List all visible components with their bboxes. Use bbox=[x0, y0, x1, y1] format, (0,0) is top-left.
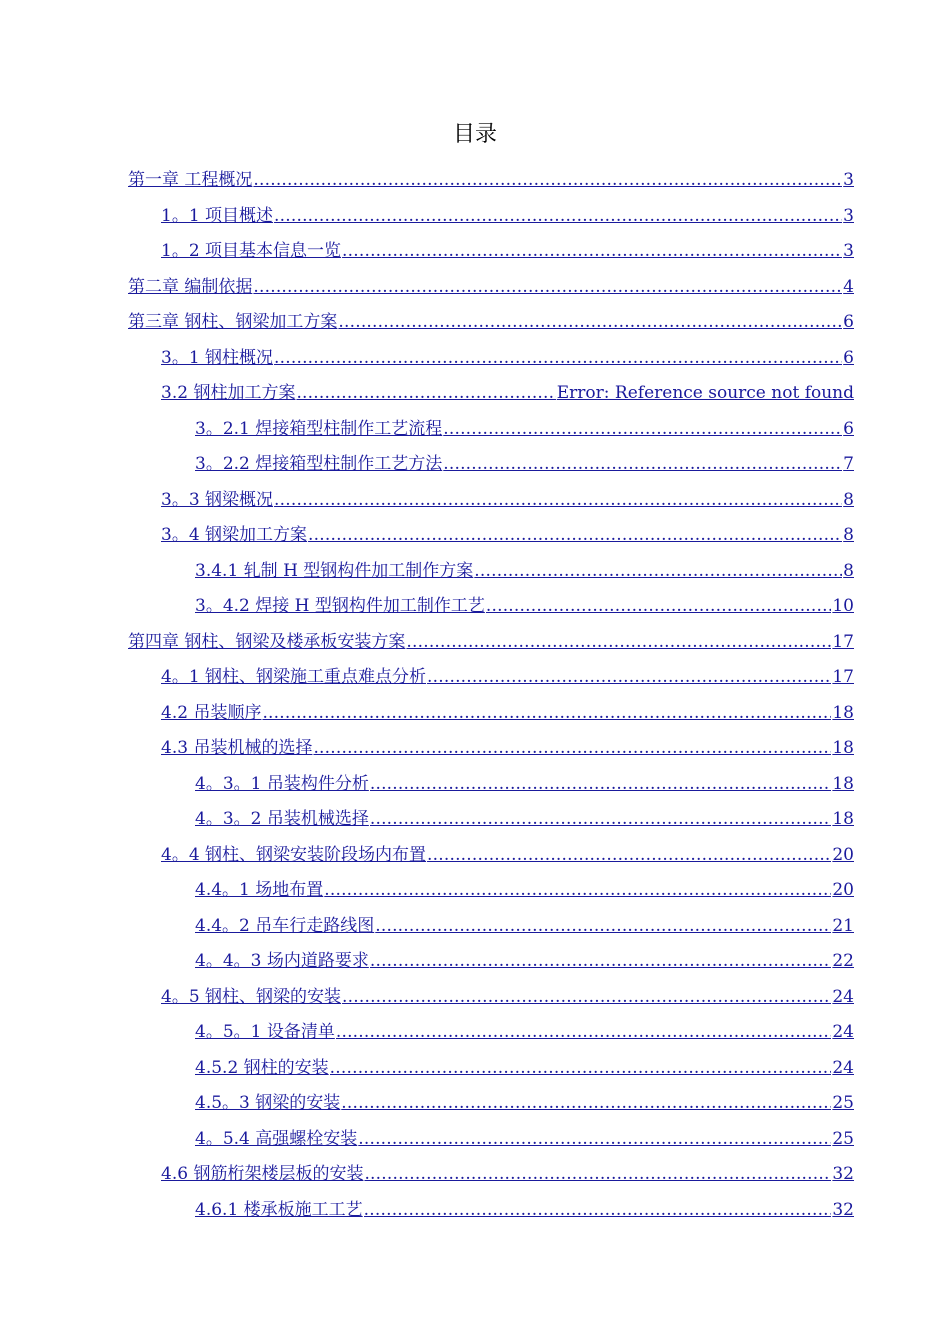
toc-entry[interactable] bbox=[128, 267, 854, 303]
toc-entry-label: 4.6.1 楼承板施工工艺 bbox=[195, 1199, 363, 1220]
toc-entry[interactable] bbox=[128, 373, 854, 409]
toc-title: 目录 bbox=[452, 122, 497, 147]
toc-entry-label: 3。2.1 焊接箱型柱制作工艺流程 bbox=[195, 418, 443, 439]
toc-entry[interactable] bbox=[128, 302, 854, 338]
toc-page-number: 8 bbox=[843, 560, 854, 581]
toc-entry[interactable] bbox=[128, 835, 854, 871]
toc-page-number: 18 bbox=[832, 702, 854, 723]
toc-entry[interactable] bbox=[128, 1048, 854, 1084]
toc-entry[interactable] bbox=[128, 941, 854, 977]
dot-leader bbox=[338, 312, 842, 332]
toc-entry[interactable] bbox=[128, 693, 854, 729]
toc-entry-label: 4。5 钢柱、钢梁的安装 bbox=[161, 986, 342, 1007]
toc-entry[interactable] bbox=[128, 1119, 854, 1155]
toc-entry-label: 4。1 钢柱、钢梁施工重点难点分析 bbox=[161, 667, 427, 688]
toc-entry[interactable] bbox=[128, 1083, 854, 1119]
toc-link[interactable] bbox=[195, 1053, 854, 1078]
toc-entry-label: 4.4。1 场地布置 bbox=[195, 880, 324, 901]
toc-entry-label: 3。4.2 焊接 H 型钢构件加工制作工艺 bbox=[195, 596, 485, 617]
toc-entry-label: 4.5。3 钢梁的安装 bbox=[195, 1093, 341, 1114]
toc-entry[interactable] bbox=[128, 977, 854, 1013]
toc-entry-label: 4.6 钢筋桁架楼层板的安装 bbox=[161, 1164, 364, 1185]
toc-entry-label: 4.5.2 钢柱的安装 bbox=[195, 1057, 329, 1078]
toc-entry-label: 4。5.4 高强螺栓安装 bbox=[195, 1128, 358, 1149]
toc-entry-label: 4。4 钢柱、钢梁安装阶段场内布置 bbox=[161, 844, 427, 865]
toc-link[interactable] bbox=[161, 698, 854, 723]
dot-leader bbox=[308, 525, 842, 545]
dot-leader bbox=[324, 880, 831, 900]
toc-page-number: 17 bbox=[832, 631, 854, 652]
toc-entry[interactable] bbox=[128, 728, 854, 764]
table-of-contents bbox=[128, 160, 854, 1225]
toc-entry-label: 4.2 吊装顺序 bbox=[161, 702, 262, 723]
toc-link[interactable] bbox=[161, 378, 854, 403]
toc-link[interactable] bbox=[195, 1195, 854, 1220]
toc-page-number: 18 bbox=[832, 809, 854, 830]
toc-entry-label: 4。4。3 场内道路要求 bbox=[195, 951, 369, 972]
dot-leader bbox=[274, 490, 842, 510]
toc-page-number: 3 bbox=[843, 205, 854, 226]
toc-page-number: 25 bbox=[832, 1093, 854, 1114]
toc-link[interactable] bbox=[128, 272, 854, 297]
toc-entry[interactable] bbox=[128, 657, 854, 693]
toc-link[interactable] bbox=[195, 1088, 854, 1113]
toc-entry-label: 4。3。1 吊装构件分析 bbox=[195, 773, 369, 794]
dot-leader bbox=[274, 206, 842, 226]
toc-entry-label: 4。5。1 设备清单 bbox=[195, 1022, 335, 1043]
dot-leader bbox=[443, 419, 842, 439]
dot-leader bbox=[427, 667, 831, 687]
toc-link[interactable] bbox=[195, 1124, 854, 1149]
toc-page-number: 3 bbox=[843, 241, 854, 262]
toc-link[interactable] bbox=[161, 201, 854, 226]
toc-link[interactable] bbox=[161, 485, 854, 510]
toc-page-number: 4 bbox=[843, 276, 854, 297]
toc-link[interactable] bbox=[195, 946, 854, 971]
toc-link[interactable] bbox=[195, 804, 854, 829]
toc-page-number: 8 bbox=[843, 489, 854, 510]
toc-entry-label: 1。2 项目基本信息一览 bbox=[161, 241, 342, 262]
dot-leader bbox=[443, 454, 842, 474]
dot-leader bbox=[370, 774, 832, 794]
toc-page-number: 22 bbox=[832, 951, 854, 972]
toc-entry[interactable] bbox=[128, 1190, 854, 1226]
toc-link[interactable] bbox=[161, 343, 854, 368]
toc-page-number: 18 bbox=[832, 738, 854, 759]
toc-page-number: 6 bbox=[843, 347, 854, 368]
toc-page-number: 20 bbox=[832, 844, 854, 865]
toc-page-number: 6 bbox=[843, 418, 854, 439]
toc-link[interactable] bbox=[161, 662, 854, 687]
toc-entry-label: 4.4。2 吊车行走路线图 bbox=[195, 915, 375, 936]
dot-leader bbox=[358, 1129, 831, 1149]
toc-entry-label: 第三章 钢柱、钢梁加工方案 bbox=[128, 312, 338, 333]
toc-entry-label: 1。1 项目概述 bbox=[161, 205, 274, 226]
toc-entry[interactable] bbox=[128, 551, 854, 587]
toc-link[interactable] bbox=[195, 414, 854, 439]
toc-link[interactable] bbox=[128, 627, 854, 652]
toc-link[interactable] bbox=[161, 733, 854, 758]
toc-link[interactable] bbox=[161, 520, 854, 545]
toc-entry-label: 3.2 钢柱加工方案 bbox=[161, 383, 296, 404]
dot-leader bbox=[364, 1200, 832, 1220]
toc-page-number: 20 bbox=[832, 880, 854, 901]
dot-leader bbox=[341, 1093, 831, 1113]
toc-page-number: 8 bbox=[843, 525, 854, 546]
toc-entry[interactable] bbox=[128, 799, 854, 835]
toc-entry[interactable] bbox=[128, 231, 854, 267]
toc-page-number: 18 bbox=[832, 773, 854, 794]
toc-entry-label: 3。1 钢柱概况 bbox=[161, 347, 274, 368]
toc-link[interactable] bbox=[195, 875, 854, 900]
toc-entry-label: 3.4.1 轧制 H 型钢构件加工制作方案 bbox=[195, 560, 474, 581]
dot-leader bbox=[336, 1022, 832, 1042]
toc-link[interactable] bbox=[161, 982, 854, 1007]
toc-page-number: 24 bbox=[832, 1022, 854, 1043]
toc-entry[interactable] bbox=[128, 480, 854, 516]
toc-entry-label: 第一章 工程概况 bbox=[128, 170, 253, 191]
toc-link[interactable] bbox=[195, 449, 854, 474]
dot-leader bbox=[313, 738, 831, 758]
dot-leader bbox=[474, 561, 842, 581]
dot-leader bbox=[370, 951, 832, 971]
dot-leader bbox=[375, 916, 831, 936]
toc-link[interactable] bbox=[128, 165, 854, 190]
toc-link[interactable] bbox=[195, 769, 854, 794]
toc-entry[interactable] bbox=[128, 622, 854, 658]
toc-entry[interactable] bbox=[128, 515, 854, 551]
dot-leader bbox=[262, 703, 831, 723]
toc-link[interactable] bbox=[195, 556, 854, 581]
toc-entry[interactable] bbox=[128, 444, 854, 480]
dot-leader bbox=[364, 1164, 831, 1184]
toc-page-number: 21 bbox=[832, 915, 854, 936]
toc-page-number: 6 bbox=[843, 312, 854, 333]
toc-entry-label: 3。4 钢梁加工方案 bbox=[161, 525, 308, 546]
dot-leader bbox=[370, 809, 832, 829]
toc-link[interactable] bbox=[161, 840, 854, 865]
toc-entry[interactable] bbox=[128, 1154, 854, 1190]
toc-page-number: 32 bbox=[832, 1164, 854, 1185]
toc-entry[interactable] bbox=[128, 409, 854, 445]
toc-entry[interactable] bbox=[128, 1012, 854, 1048]
dot-leader bbox=[406, 632, 831, 652]
dot-leader bbox=[296, 383, 555, 403]
dot-leader bbox=[330, 1058, 832, 1078]
dot-leader bbox=[253, 277, 842, 297]
toc-page-number: 7 bbox=[843, 454, 854, 475]
toc-entry[interactable] bbox=[128, 338, 854, 374]
toc-link[interactable] bbox=[161, 1159, 854, 1184]
toc-link[interactable] bbox=[128, 307, 854, 332]
toc-entry-label: 第二章 编制依据 bbox=[128, 276, 253, 297]
toc-entry[interactable] bbox=[128, 196, 854, 232]
dot-leader bbox=[427, 845, 831, 865]
toc-entry[interactable] bbox=[128, 764, 854, 800]
toc-entry[interactable] bbox=[128, 586, 854, 622]
toc-link[interactable] bbox=[195, 911, 854, 936]
toc-page-number: 24 bbox=[832, 986, 854, 1007]
dot-leader bbox=[342, 241, 842, 261]
toc-page-number: 10 bbox=[832, 596, 854, 617]
toc-entry-label: 3。2.2 焊接箱型柱制作工艺方法 bbox=[195, 454, 443, 475]
toc-page-number: 3 bbox=[843, 170, 854, 191]
toc-page-number: 25 bbox=[832, 1128, 854, 1149]
toc-page-number: 24 bbox=[832, 1057, 854, 1078]
dot-leader bbox=[274, 348, 842, 368]
toc-entry[interactable] bbox=[128, 160, 854, 196]
toc-link[interactable] bbox=[195, 591, 854, 616]
toc-entry-label: 4.3 吊装机械的选择 bbox=[161, 738, 313, 759]
toc-entry[interactable] bbox=[128, 870, 854, 906]
toc-link[interactable] bbox=[195, 1017, 854, 1042]
toc-entry-label: 第四章 钢柱、钢梁及楼承板安装方案 bbox=[128, 631, 406, 652]
toc-entry[interactable] bbox=[128, 906, 854, 942]
dot-leader bbox=[253, 170, 842, 190]
dot-leader bbox=[486, 596, 831, 616]
toc-entry-label: 3。3 钢梁概况 bbox=[161, 489, 274, 510]
toc-entry-label: 4。3。2 吊装机械选择 bbox=[195, 809, 369, 830]
toc-page-number: Error: Reference source not found bbox=[556, 383, 854, 404]
dot-leader bbox=[342, 987, 831, 1007]
toc-page-number: 17 bbox=[832, 667, 854, 688]
toc-link[interactable] bbox=[161, 236, 854, 261]
toc-page-number: 32 bbox=[832, 1199, 854, 1220]
